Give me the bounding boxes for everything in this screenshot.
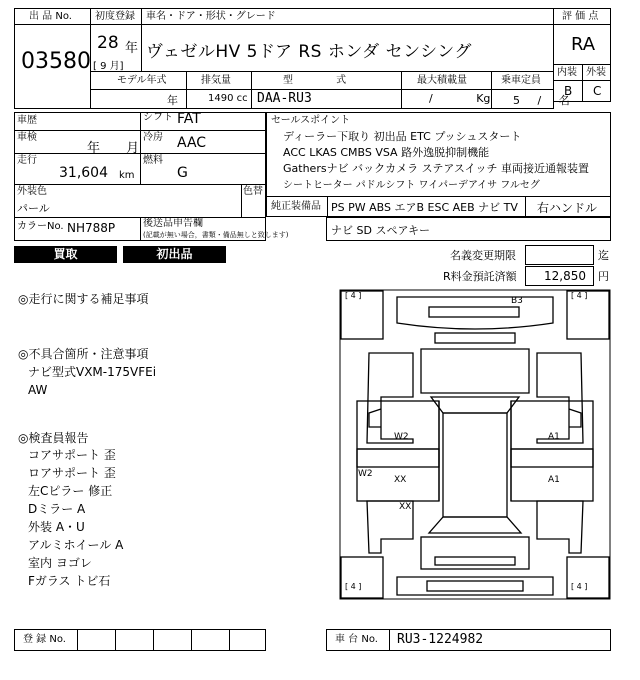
color-no-row <box>14 217 289 241</box>
inspector-line-4: Dミラー A <box>28 502 86 516</box>
color: パール <box>17 202 50 215</box>
grade-label-box <box>553 8 611 25</box>
recycle-box <box>525 266 594 286</box>
car-title-label: 車名・ドア・形状・グレード <box>146 11 276 22</box>
spec-table <box>90 71 570 109</box>
lot-label: 出 品 No. <box>29 11 72 22</box>
equipment-label: 純正装備品 <box>271 201 321 212</box>
tire-front-left: [ 4 ] <box>345 291 362 300</box>
chassis-number: RU3-1224982 <box>397 632 484 647</box>
inspection-date: 年 月 <box>87 141 140 156</box>
capacity-label: 乗車定員 <box>501 75 541 86</box>
mark-front-bumper: B3 <box>511 296 523 306</box>
first-reg-box <box>90 24 142 72</box>
chassis-label: 車 台 No. <box>335 634 378 645</box>
color-no: NH788P <box>67 221 116 235</box>
inspector-line-7: 室内 ヨゴレ <box>28 556 92 570</box>
grade-label: 評 価 点 <box>562 11 599 22</box>
max-load: / Kg <box>429 92 491 105</box>
post-doc-value-box <box>326 217 611 241</box>
name-change-box <box>525 245 594 265</box>
reg-year-unit: 年 <box>125 41 139 56</box>
sales-point-line-1: ディーラー下取り 初出品 ETC プッシュスタート <box>283 130 522 143</box>
history-label: 車歴 <box>17 115 37 126</box>
registration-label: 登 録 No. <box>23 634 66 645</box>
model-year-label: モデル年式 <box>117 75 167 86</box>
color-change-label: 色替 <box>243 186 263 197</box>
model-year-unit: 年 <box>167 94 178 107</box>
name-change-label: 名義変更期限 <box>450 249 516 262</box>
recycle-label: R料金預託済額 <box>443 270 517 283</box>
mark-right-front-door: A1 <box>548 432 560 442</box>
inspector-line-2: ロアサポート 歪 <box>28 466 116 480</box>
interior-label-box <box>553 64 583 81</box>
recycle-value: 12,850 <box>544 269 586 283</box>
sales-points-label: セールスポイント <box>271 115 351 126</box>
interior-grade: B <box>564 84 573 98</box>
mark-left-rear-door: XX <box>394 475 407 485</box>
mark-left-side: W2 <box>358 469 373 479</box>
overall-grade: RA <box>571 34 596 55</box>
post-doc-note: (記載が無い場合，書類・備品無しと致します) <box>143 231 289 239</box>
car-title-label-box <box>141 8 554 25</box>
sales-point-line-4: シートヒーター パドルシフト ワイパーデアイサ フルセグ <box>283 180 540 191</box>
defect-line-2: AW <box>28 383 48 397</box>
mileage-label: 走行 <box>17 155 37 166</box>
mark-right-rear-door: A1 <box>548 475 560 485</box>
ac: AAC <box>177 135 207 151</box>
exterior-label: 外装 <box>586 67 606 78</box>
inspector-line-6: アルミホイール A <box>28 538 124 552</box>
tire-front-right: [ 4 ] <box>571 291 588 300</box>
sales-point-line-3: Gathersナビ バックカメラ ステアスイッチ 車両接近通報装置 <box>283 162 589 175</box>
first-listing-badge: 初出品 <box>123 246 226 263</box>
registration-box <box>14 629 266 651</box>
name-change-unit: 迄 <box>598 249 609 262</box>
chassis-box <box>326 629 611 651</box>
steering-side: 右ハンドル <box>537 201 598 215</box>
color-no-label: カラーNo. <box>17 221 64 232</box>
mark-left-front-door: W2 <box>394 432 409 442</box>
damage-diagram <box>339 289 611 600</box>
interior-label: 内装 <box>557 67 577 78</box>
shift-label: シフト <box>143 112 173 123</box>
mileage-unit: km <box>119 170 135 181</box>
lot-number: 03580 <box>21 49 91 74</box>
post-doc-label: 後送品申告欄 <box>143 218 203 229</box>
inspector-line-1: コアサポート 歪 <box>28 448 116 462</box>
car-title-box <box>141 24 554 72</box>
displacement-label: 排気量 <box>201 75 231 86</box>
recycle-unit: 円 <box>598 270 609 283</box>
defects-title: ◎不具合箇所・注意事項 <box>18 347 149 361</box>
first-reg-label-box <box>90 8 142 25</box>
post-doc-value: ナビ SD スペアキー <box>331 224 431 237</box>
type-label: 型 式 <box>283 75 347 86</box>
color-label: 外装色 <box>17 186 47 197</box>
inspector-title: ◎検査員報告 <box>18 431 89 445</box>
inspection-label: 車検 <box>17 132 37 143</box>
mark-left-pillar: XX <box>399 502 412 512</box>
fuel: G <box>177 165 188 181</box>
first-reg-label: 初度登録 <box>95 11 135 22</box>
model-type: DAA-RU3 <box>257 91 312 106</box>
equipment-row <box>266 196 611 217</box>
mileage: 31,604 <box>59 165 108 181</box>
sales-points-box <box>266 112 611 197</box>
car-title: ヴェゼルHV 5ドア RS ホンダ センシング <box>146 42 472 62</box>
car-outline <box>339 289 611 600</box>
fuel-label: 燃料 <box>143 155 163 166</box>
reg-year: 28 <box>97 33 119 53</box>
exterior-grade-box <box>582 80 611 102</box>
grade-box <box>553 24 611 65</box>
inspector-line-8: Fガラス トビ石 <box>28 574 111 588</box>
shift: FAT <box>177 111 201 127</box>
lot-number-box <box>14 24 91 109</box>
lot-label-box <box>14 8 91 25</box>
exterior-grade: C <box>593 84 602 98</box>
sales-point-line-2: ACC LKAS CMBS VSA 路外逸脱抑制機能 <box>283 146 490 159</box>
load-label: 最大積載量 <box>417 75 467 86</box>
seating-capacity: 5 / 名 <box>513 94 570 107</box>
defect-line-1: ナビ型式VXM-175VFEi <box>28 365 157 379</box>
exterior-label-box <box>582 64 611 81</box>
equipment-list: PS PW ABS エアB ESC AEB ナビ TV <box>331 201 518 214</box>
reg-month: [ 9 月] <box>93 61 124 72</box>
displacement: 1490 cc <box>208 93 248 104</box>
details-table <box>14 112 266 218</box>
inspector-line-5: 外装 A・U <box>28 520 85 534</box>
inspector-line-3: 左Cピラー 修正 <box>28 484 113 498</box>
ac-label: 冷房 <box>143 132 163 143</box>
tire-rear-right: [ 4 ] <box>571 582 588 591</box>
buy-badge: 買取 <box>14 246 117 263</box>
driving-notes-title: ◎走行に関する補足事項 <box>18 292 149 306</box>
tire-rear-left: [ 4 ] <box>345 582 362 591</box>
